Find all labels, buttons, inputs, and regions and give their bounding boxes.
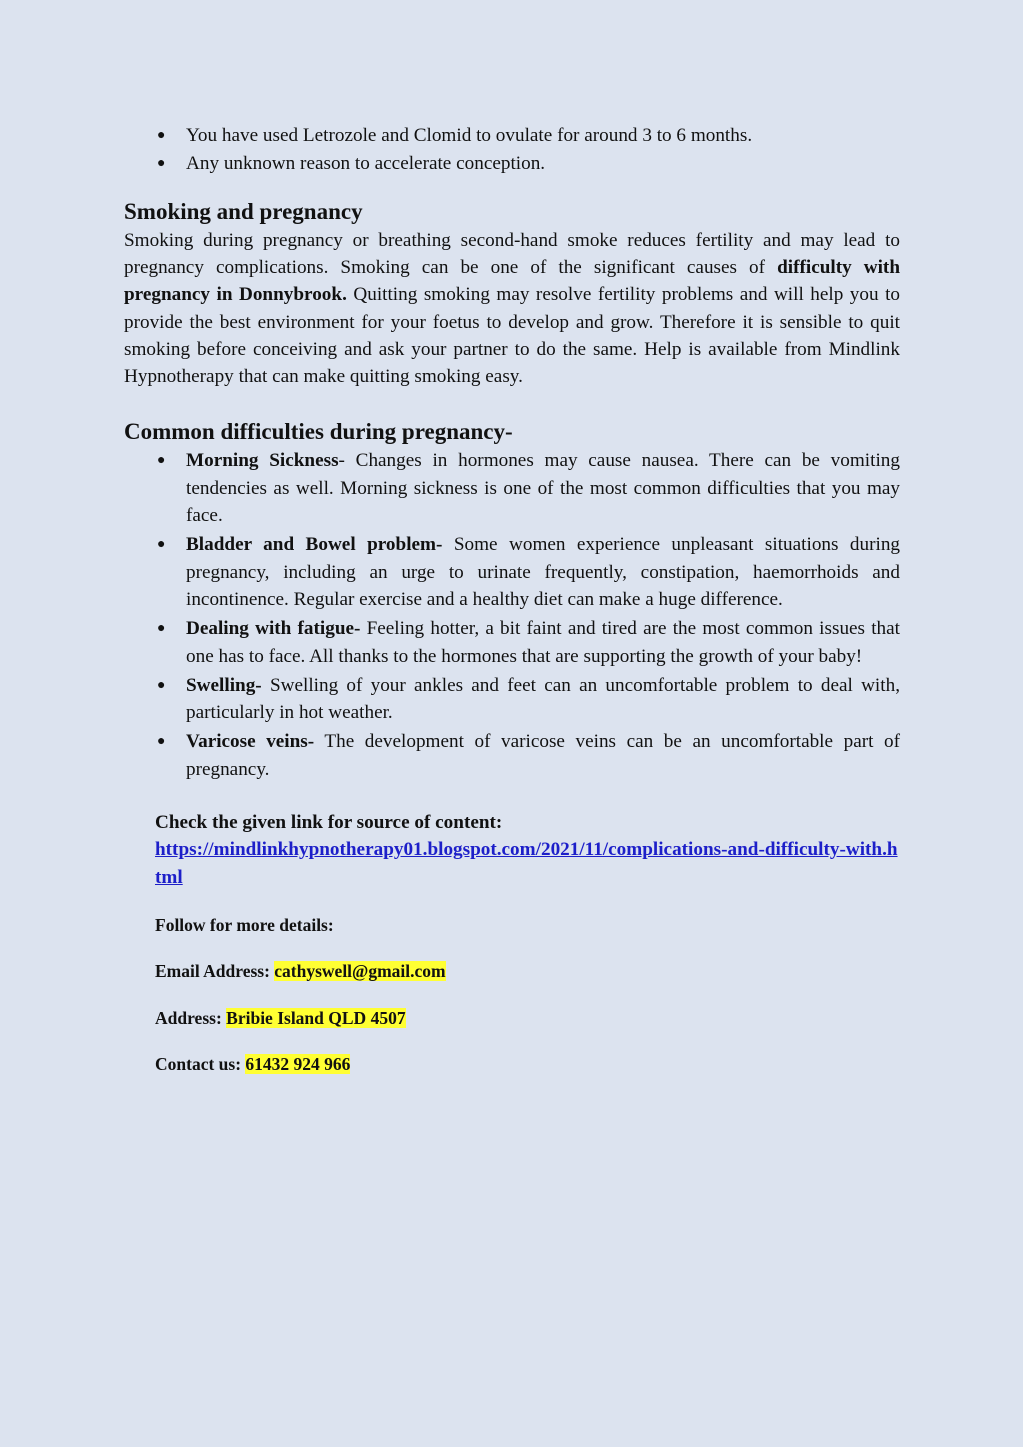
list-item: ● Varicose veins- The development of varicose veins can be an uncomfortable part of pregnancy.: [124, 728, 900, 783]
bullet-icon: ●: [157, 128, 166, 143]
list-item: ● Bladder and Bowel problem- Some women experience unpleasant situations during pregnancy, including an urge to urinate frequently, constipation, haemorrhoids and incontinence. Regular exercise and a healthy diet can make a huge difference.: [124, 531, 900, 614]
intro-bullet-list: [124, 122, 900, 177]
document-page: [124, 120, 900, 1099]
list-item: ● Morning Sickness- Changes in hormones may cause nausea. There can be vomiting tendencies as well. Morning sickness is one of the most common difficulties that you may face.: [124, 447, 900, 530]
address-value: Bribie Island QLD 4507: [226, 1007, 406, 1028]
phone-value: 61432 924 966: [245, 1054, 351, 1075]
bullet-icon: ●: [157, 453, 166, 469]
source-section: [124, 809, 900, 891]
common-difficulties-heading: Common difficulties during pregnancy-: [124, 419, 513, 445]
follow-label: Follow for more details:: [155, 914, 334, 935]
email-value: cathyswell@gmail.com: [274, 961, 446, 982]
bold-keyword: difficulty with pregnancy in Donnybrook.: [124, 257, 900, 306]
smoking-paragraph: Smoking during pregnancy or breathing second-hand smoke reduces fertility and may lead to pregnancy complications. Smoking can be one of the significant causes of difficulty with pregnancy in Donnybrook. Quitting smoking may resolve fertility problems and will help you to provide the best environment for your foetus to develop and grow. Therefore it is sensible to quit smoking before conceiving and ask your partner to do the same. Help is available from Mindlink Hypnotherapy that can make quitting smoking easy.: [124, 230, 901, 388]
difficulties-list: [124, 447, 900, 783]
smoking-heading: Smoking and pregnancy: [124, 199, 363, 224]
bullet-icon: ●: [157, 621, 166, 637]
list-item: ● You have used Letrozole and Clomid to ovulate for around 3 to 6 months.: [124, 122, 900, 150]
bullet-icon: ●: [157, 155, 166, 171]
bullet-icon: ●: [157, 537, 166, 553]
source-label: Check the given link for source of content:: [155, 812, 503, 834]
list-item: ● Any unknown reason to accelerate conception.: [124, 150, 900, 178]
bullet-icon: ●: [157, 677, 166, 693]
contact-section: [124, 913, 900, 1077]
source-link[interactable]: https://mindlinkhypnotherapy01.blogspot.com/2021/11/complications-and-difficulty-with.html: [155, 839, 898, 888]
address-row: Address: Bribie Island QLD 4507: [155, 1007, 406, 1028]
bullet-icon: ●: [157, 734, 166, 750]
email-row: Email Address: cathyswell@gmail.com: [155, 961, 446, 982]
phone-row: Contact us: 61432 924 966: [155, 1054, 351, 1075]
list-item: ● Swelling- Swelling of your ankles and feet can an uncomfortable problem to deal with, particularly in hot weather.: [124, 672, 900, 727]
list-item: ● Dealing with fatigue- Feeling hotter, a bit faint and tired are the most common issues that one has to face. All thanks to the hormones that are supporting the growth of your baby!: [124, 615, 900, 670]
